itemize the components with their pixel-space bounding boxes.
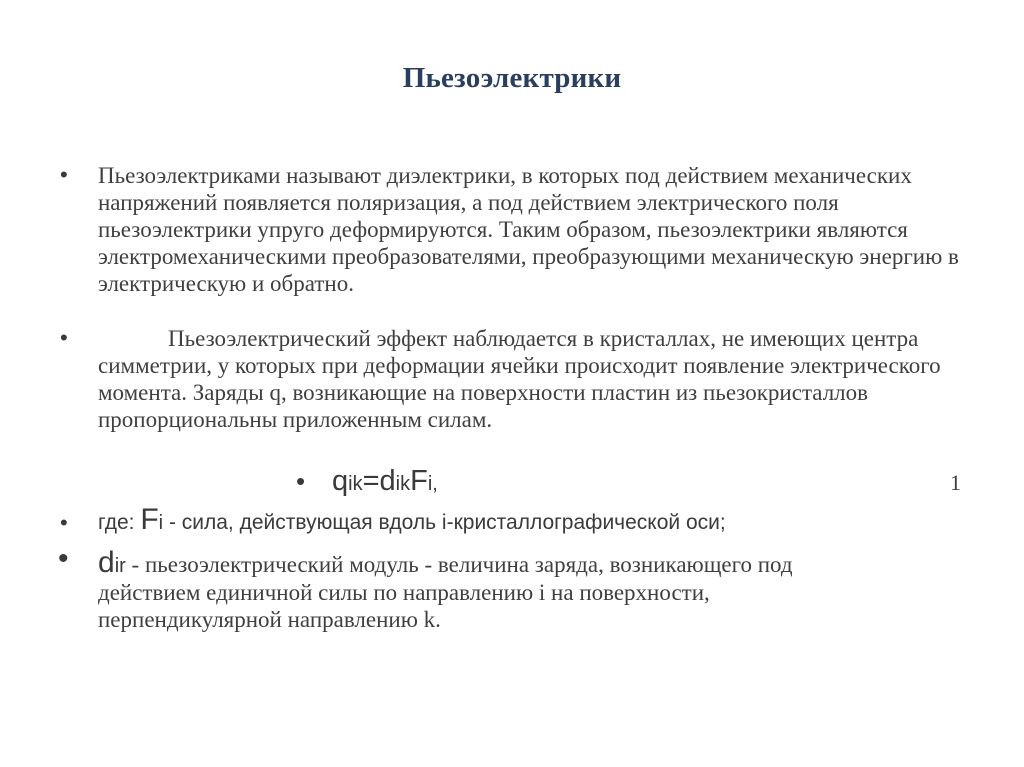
equation-number: 1 [950,470,961,495]
bullet-1: • [60,162,68,187]
formula-comma: , [432,473,438,495]
where-F-sub: i [158,512,164,534]
formula-F-sub: i [427,473,433,495]
paragraph-effect [98,325,978,433]
formula-q-sub: ik [348,473,363,495]
formula-F: F [410,465,428,497]
where-line [98,503,726,537]
bullet-formula: • [296,466,306,496]
bullet-2: • [60,325,68,350]
dmodule-line-1 [98,546,793,580]
dmodule-d-sub: ir [114,555,126,577]
dmodule-line-2: действием единичной силы по направлению i на поверхности, [98,580,710,605]
where-F: F [140,503,159,536]
where-prefix: где: [98,511,141,534]
slide-title: Пьезоэлектрики [402,62,622,94]
formula [332,465,438,498]
dmodule-text-1: - пьезоэлектрический модуль - величина заряда, возникающего под [125,552,793,577]
paragraph-effect-text: Пьезоэлектрический эффект наблюдается в кристаллах, не имеющих центра симметрии, у которых при деформации ячейки происходит появление электрического момента. Заряды q, возникающие на поверхности пластин из пьезокристаллов пропорциональны приложенным силам. [98,326,941,432]
bullet-where: • [60,510,68,535]
formula-q: q [332,465,349,497]
paragraph-definition: Пьезоэлектриками называют диэлектрики, в которых под действием механических напряжений появляется поляризация, а под действием электрического поля пьезоэлектрики упруго деформируются. Таким образом, пьезоэлектрики являются электромеханическими преобразователями, преобразующими механическую энергию в электрическую и обратно. [98,163,959,296]
bullet-dmodule: • [58,542,69,575]
formula-d-sub: ik [395,473,411,495]
formula-equals: = [362,465,380,497]
where-text: - сила, действующая вдоль i-кристаллографической оси; [163,511,726,534]
formula-d: d [379,465,396,497]
dmodule-d: d [98,546,115,579]
dmodule-line-3: перпендикулярной направлению k. [98,607,441,632]
